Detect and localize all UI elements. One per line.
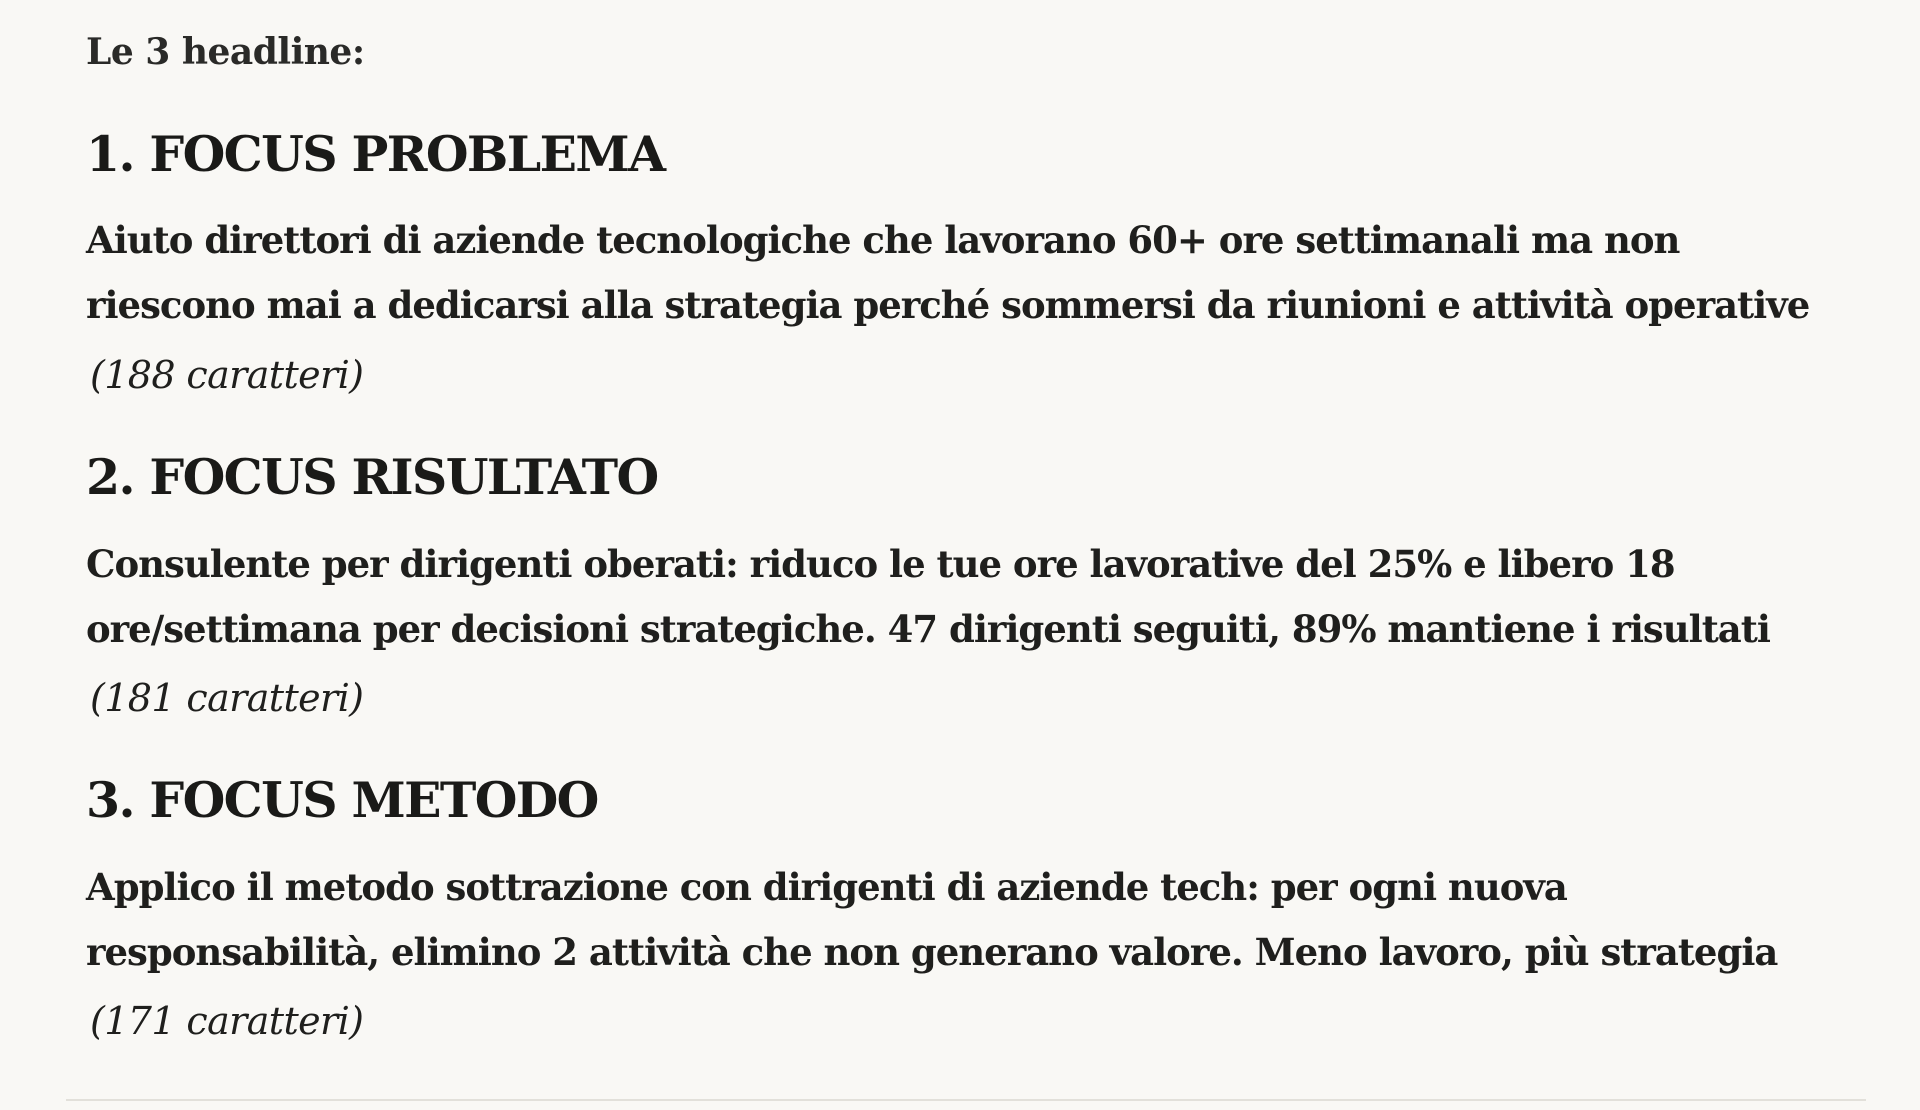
body-line: riescono mai a dedicarsi alla strategia perché sommersi da riunioni e attività operative [86,283,1810,327]
section-body-risultato [86,532,1846,662]
char-count-problema: (188 caratteri) [90,353,364,397]
section-title-metodo: 3. FOCUS METODO [86,771,598,829]
section-body-metodo [86,855,1846,985]
section-title-risultato: 2. FOCUS RISULTATO [86,448,658,506]
body-line: ore/settimana per decisioni strategiche. 47 dirigenti seguiti, 89% mantiene i risultati [86,607,1770,651]
section-body-problema [86,208,1846,338]
intro-text: Le 3 headline: [86,31,365,73]
body-line: responsabilità, elimino 2 attività che non generano valore. Meno lavoro, più strategia [86,930,1778,974]
bottom-divider [66,1099,1866,1101]
section-title-problema: 1. FOCUS PROBLEMA [86,125,665,183]
char-count-risultato: (181 caratteri) [90,676,364,720]
body-line: Consulente per dirigenti oberati: riduco le tue ore lavorative del 25% e libero 18 [86,542,1675,586]
body-line: Aiuto direttori di aziende tecnologiche che lavorano 60+ ore settimanali ma non [86,218,1680,262]
body-line: Applico il metodo sottrazione con dirigenti di aziende tech: per ogni nuova [86,865,1567,909]
char-count-metodo: (171 caratteri) [90,999,364,1043]
